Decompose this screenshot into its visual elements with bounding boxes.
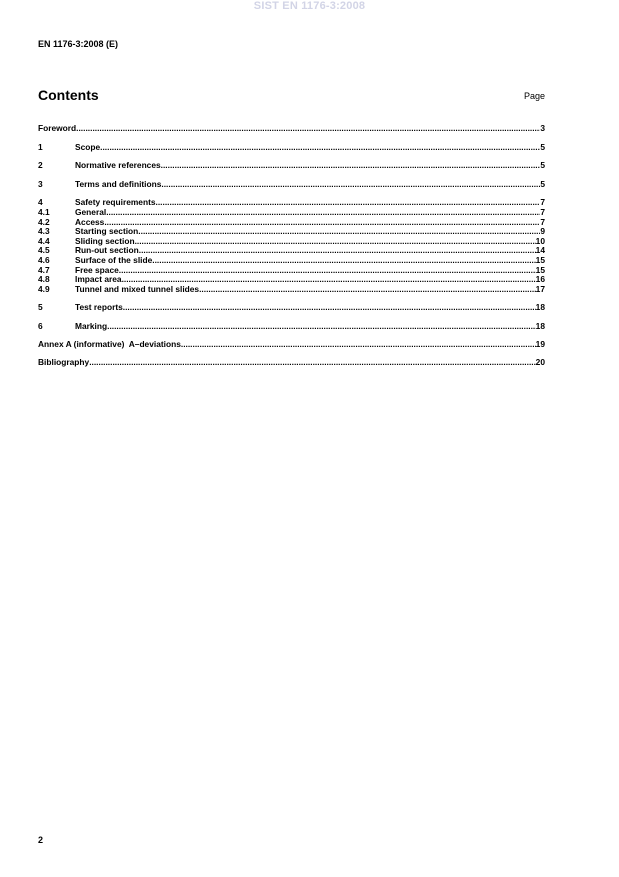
toc-entry-terms-and-definitions[interactable]: [38, 180, 545, 190]
toc-entry-page: 9: [540, 226, 545, 237]
toc-entry-title: Starting section: [75, 226, 139, 237]
toc-entry-marking[interactable]: [38, 322, 545, 332]
toc-entry-title: Impact area: [75, 274, 122, 285]
toc-entry-page: 17: [535, 283, 545, 294]
toc-entry-number: 4.1: [38, 206, 50, 217]
toc-entry-annex-a[interactable]: [38, 340, 545, 350]
toc-entry-page: 19: [535, 339, 545, 349]
page-title: Contents: [38, 87, 99, 103]
toc-entry-title: Test reports: [75, 302, 123, 313]
dot-leader: [106, 208, 540, 218]
toc-entry-page: 3: [540, 123, 545, 133]
toc-entry-title: Access: [75, 216, 105, 227]
toc-entry-general[interactable]: [38, 208, 545, 218]
toc-entry-number: 4.5: [38, 245, 50, 256]
toc-entry-page: 20: [535, 357, 545, 368]
toc-entry-page: 10: [535, 235, 545, 246]
toc-entry-title: Marking: [75, 320, 108, 331]
toc-entry-number: 6: [38, 320, 43, 331]
toc-entry-normative-references[interactable]: [38, 161, 545, 171]
dot-leader: [152, 256, 535, 266]
toc-entry-page: 15: [535, 254, 545, 265]
table-of-contents: [38, 124, 545, 368]
toc-entry-page: 15: [535, 264, 545, 275]
toc-entry-number: 4.6: [38, 254, 50, 265]
dot-leader: [119, 266, 536, 276]
toc-entry-title: Free space: [75, 264, 119, 275]
toc-entry-title: Terms and definitions: [75, 178, 162, 189]
dot-leader: [100, 143, 540, 153]
dot-leader: [139, 246, 536, 256]
toc-entry-title: Sliding section: [75, 235, 135, 246]
watermark: SIST EN 1176-3:2008: [253, 0, 366, 12]
toc-entry-title: Bibliography: [38, 357, 90, 368]
dot-leader: [199, 285, 536, 295]
toc-entry-page: 5: [540, 178, 545, 189]
toc-entry-number: 2: [38, 160, 43, 171]
toc-entry-number: 4.4: [38, 235, 50, 246]
toc-entry-page: 14: [535, 245, 545, 256]
toc-entry-title: Annex A (informative) A–deviations: [38, 339, 181, 349]
toc-entry-foreword[interactable]: [38, 124, 545, 134]
toc-entry-page: 7: [540, 197, 545, 208]
toc-entry-title: General: [75, 206, 107, 217]
toc-entry-page: 18: [535, 320, 545, 331]
toc-entry-page: 5: [540, 141, 545, 152]
page-number: 2: [38, 835, 44, 845]
toc-entry-page: 18: [535, 302, 545, 313]
toc-entry-page: 16: [535, 274, 545, 285]
toc-entry-page: 7: [540, 206, 545, 217]
toc-entry-title: Scope: [75, 141, 101, 152]
dot-leader: [123, 303, 536, 313]
toc-entry-title: Surface of the slide: [75, 254, 153, 265]
toc-entry-title: Run-out section: [75, 245, 139, 256]
dot-leader: [76, 124, 540, 134]
page-column-label: Page: [523, 91, 545, 101]
toc-entry-safety-requirements[interactable]: [38, 198, 545, 208]
dot-leader: [89, 358, 535, 368]
toc-entry-number: 3: [38, 178, 43, 189]
toc-entry-test-reports[interactable]: [38, 303, 545, 313]
toc-entry-number: 4: [38, 197, 43, 208]
toc-entry-page: 5: [540, 160, 545, 171]
dot-leader: [135, 237, 536, 247]
toc-entry-tunnel-slides[interactable]: [38, 285, 545, 295]
toc-entry-bibliography[interactable]: [38, 358, 545, 368]
toc-entry-scope[interactable]: [38, 143, 545, 153]
toc-entry-title: Normative references: [75, 160, 161, 171]
toc-entry-number: 4.8: [38, 274, 50, 285]
dot-leader: [104, 218, 540, 228]
dot-leader: [181, 340, 536, 350]
dot-leader: [138, 227, 540, 237]
dot-leader: [107, 322, 536, 332]
toc-entry-title: Tunnel and mixed tunnel slides: [75, 283, 200, 294]
toc-entry-number: 4.3: [38, 226, 50, 237]
toc-entry-number: 4.2: [38, 216, 50, 227]
toc-entry-page: 7: [540, 216, 545, 227]
toc-entry-number: 1: [38, 141, 43, 152]
toc-entry-title: Foreword: [38, 123, 77, 133]
toc-entry-title: Safety requirements: [75, 197, 156, 208]
dot-leader: [161, 180, 540, 190]
dot-leader: [161, 161, 541, 171]
document-id: EN 1176-3:2008 (E): [38, 39, 119, 49]
toc-entry-number: 5: [38, 302, 43, 313]
toc-entry-number: 4.7: [38, 264, 50, 275]
toc-entry-number: 4.9: [38, 283, 50, 294]
dot-leader: [156, 198, 541, 208]
